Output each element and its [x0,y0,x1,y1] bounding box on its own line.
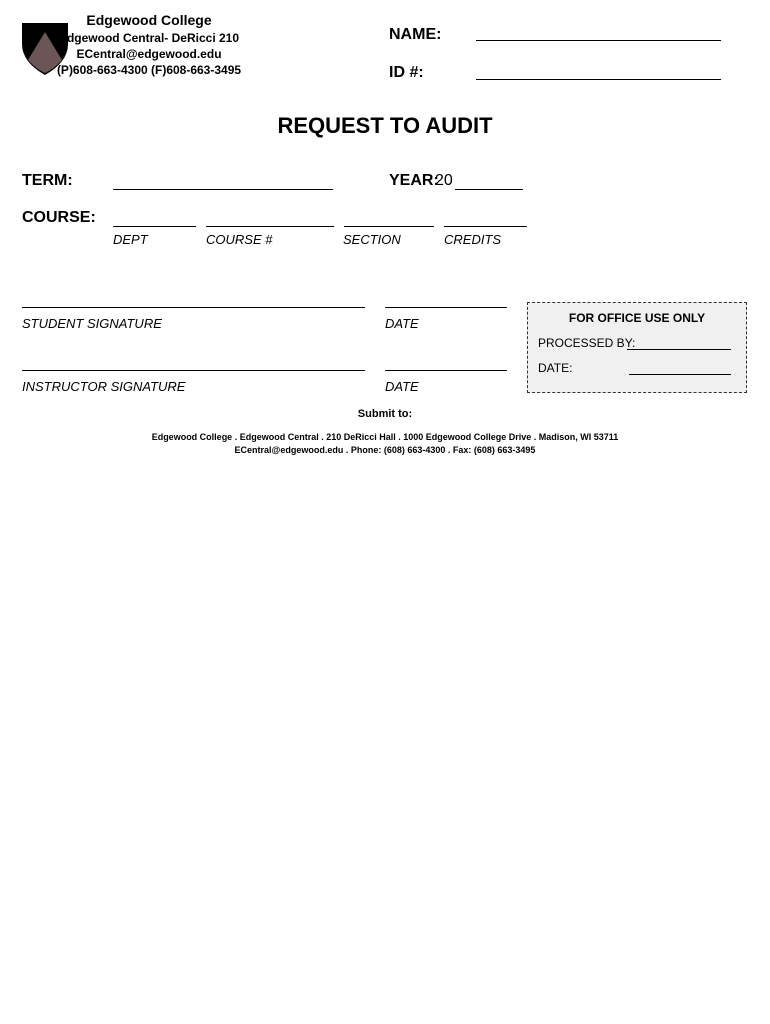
processed-by-label: PROCESSED BY: [538,336,636,350]
term-field[interactable] [113,189,333,190]
id-label: ID #: [389,64,424,81]
instructor-signature-label: INSTRUCTOR SIGNATURE [22,379,186,394]
student-date-field[interactable] [385,307,507,308]
student-signature-field[interactable] [22,307,365,308]
name-label: NAME: [389,26,442,43]
page-title: REQUEST TO AUDIT [277,113,493,138]
id-field[interactable] [476,79,721,80]
office-date-label: DATE: [538,361,573,375]
credits-label: CREDITS [444,232,502,247]
office-date-field[interactable] [629,374,731,375]
student-signature-label: STUDENT SIGNATURE [22,316,162,331]
course-number-label: COURSE # [206,232,273,247]
footer-contact: ECentral@edgewood.edu . Phone: (608) 663-4300 . Fax: (608) 663-3495 [234,445,536,455]
instructor-date-field[interactable] [385,370,507,371]
year-label: YEAR: [389,172,439,189]
section-field[interactable] [344,226,434,227]
office-email: ECentral@edgewood.edu [76,47,222,61]
processed-by-field[interactable] [627,349,731,350]
section-label: SECTION [343,232,401,247]
office-use-box [527,302,747,393]
instructor-date-label: DATE [385,379,419,394]
dept-label: DEPT [113,232,148,247]
course-label: COURSE: [22,209,96,226]
course-number-field[interactable] [206,226,334,227]
office-use-title: FOR OFFICE USE ONLY [568,311,706,325]
name-field[interactable] [476,40,721,41]
term-label: TERM: [22,172,73,189]
office-phone-fax: (P)608-663-4300 (F)608-663-3495 [56,63,242,77]
credits-field[interactable] [444,226,527,227]
instructor-signature-field[interactable] [22,370,365,371]
year-field[interactable] [455,189,523,190]
student-date-label: DATE [385,316,419,331]
college-name: Edgewood College [86,12,212,28]
dept-field[interactable] [113,226,196,227]
year-prefix: 20 [435,172,453,189]
footer-address: Edgewood College . Edgewood Central . 210 DeRicci Hall . 1000 Edgewood College Drive . Madison, WI 53711 [151,432,619,442]
office-location: Edgewood Central- DeRicci 210 [58,31,240,45]
submit-to-label: Submit to: [357,408,413,420]
